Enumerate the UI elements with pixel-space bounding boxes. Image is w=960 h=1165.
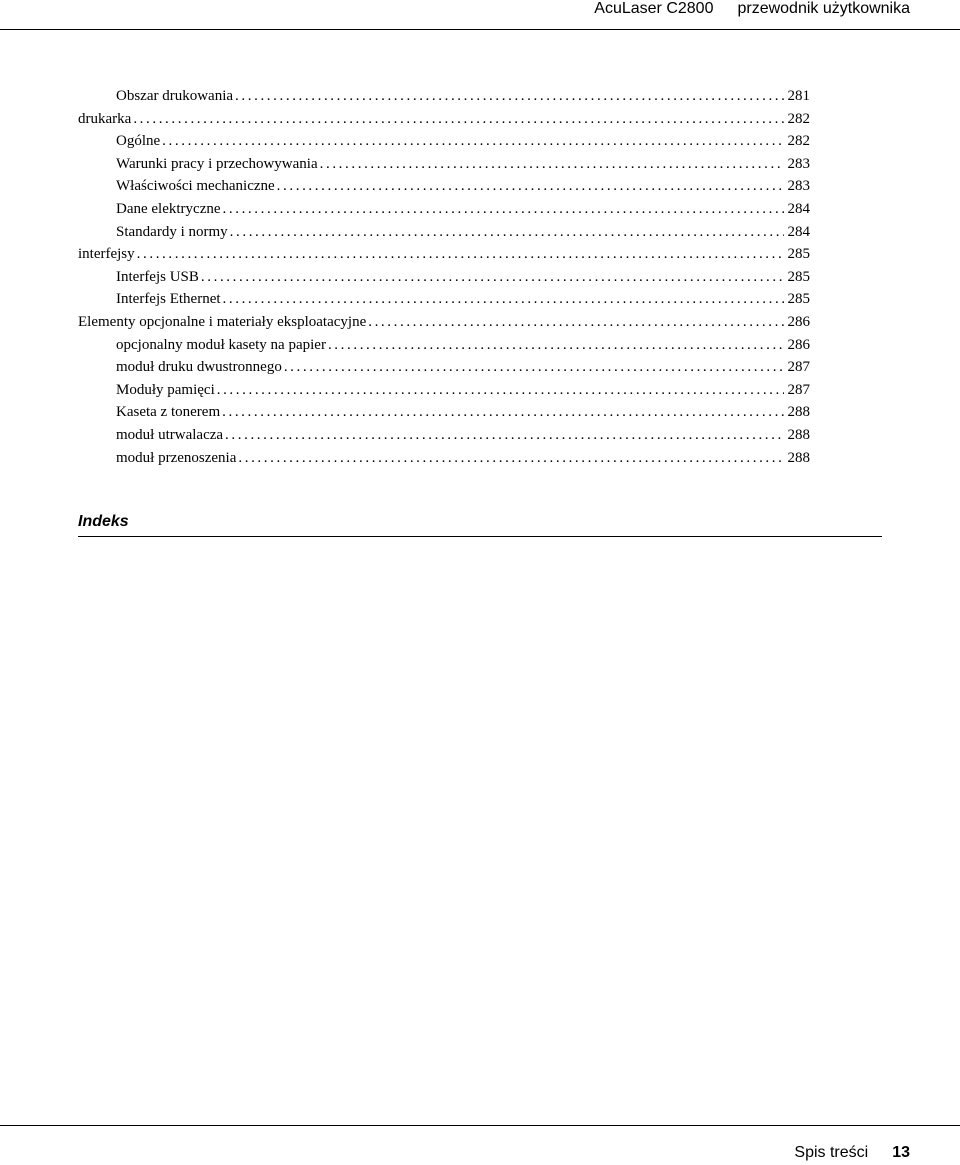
- toc-dot-leader: [225, 424, 783, 447]
- footer-page-number: 13: [892, 1144, 910, 1161]
- footer-section-name: Spis treści: [794, 1144, 869, 1161]
- toc-dot-leader: [320, 153, 784, 176]
- toc-entry-title: Elementy opcjonalne i materiały eksploatacyjne: [78, 313, 367, 330]
- toc-entry-page: 285: [787, 268, 810, 285]
- toc-entry[interactable]: [78, 221, 810, 244]
- header-product-name: AcuLaser C2800: [594, 0, 714, 17]
- toc-entry-page: 288: [787, 426, 810, 443]
- toc-dot-leader: [217, 379, 784, 402]
- toc-entry[interactable]: [78, 243, 810, 266]
- toc-dot-leader: [137, 243, 784, 266]
- toc-entry[interactable]: [78, 198, 810, 221]
- toc-entry[interactable]: [78, 108, 810, 131]
- toc-entry[interactable]: [78, 130, 810, 153]
- toc-entry-page: 286: [787, 336, 810, 353]
- toc-entry-page: 282: [787, 110, 810, 127]
- toc-dot-leader: [235, 85, 783, 108]
- toc-entry-title: interfejsy: [78, 246, 135, 263]
- toc-entry-page: 282: [787, 133, 810, 150]
- toc-entry[interactable]: [78, 311, 810, 334]
- table-of-contents: [78, 85, 810, 469]
- toc-entry[interactable]: [78, 447, 810, 470]
- toc-entry[interactable]: [78, 288, 810, 311]
- footer-rule: [0, 1125, 960, 1126]
- toc-entry-page: 281: [787, 88, 810, 104]
- toc-dot-leader: [133, 108, 783, 131]
- toc-entry-page: 283: [787, 178, 810, 195]
- toc-entry[interactable]: [78, 266, 810, 289]
- toc-entry-title: Interfejs USB: [116, 268, 199, 285]
- header-text: [594, 0, 910, 18]
- toc-entry-page: 288: [787, 404, 810, 421]
- toc-entry[interactable]: [78, 379, 810, 402]
- toc-entry[interactable]: [78, 175, 810, 198]
- toc-entry-title: moduł druku dwustronnego: [116, 359, 282, 376]
- toc-entry-title: Standardy i normy: [116, 223, 228, 240]
- toc-entry-title: Właściwości mechaniczne: [116, 178, 275, 195]
- toc-dot-leader: [201, 266, 784, 289]
- toc-entry-title: Dane elektryczne: [116, 200, 221, 217]
- toc-entry[interactable]: [78, 153, 810, 176]
- toc-entry[interactable]: [78, 424, 810, 447]
- toc-entry-page: 285: [787, 246, 810, 263]
- toc-entry-title: Moduły pamięci: [116, 381, 215, 398]
- toc-entry-title: Ogólne: [116, 133, 161, 150]
- toc-entry-page: 287: [787, 381, 810, 398]
- toc-entry[interactable]: [78, 85, 810, 108]
- toc-entry-page: 283: [787, 155, 810, 172]
- header-guide-title: przewodnik użytkownika: [737, 0, 910, 17]
- page-header: [0, 0, 960, 30]
- toc-dot-leader: [230, 221, 784, 244]
- toc-entry-title: moduł przenoszenia: [116, 449, 237, 466]
- header-rule: [0, 29, 960, 30]
- toc-dot-leader: [368, 311, 783, 334]
- toc-dot-leader: [277, 175, 784, 198]
- toc-dot-leader: [162, 130, 783, 153]
- toc-entry-title: Warunki pracy i przechowywania: [116, 155, 318, 172]
- toc-dot-leader: [238, 447, 783, 470]
- toc-entry[interactable]: [78, 356, 810, 379]
- page-footer: [794, 1143, 910, 1163]
- toc-entry-page: 284: [787, 223, 810, 240]
- toc-entry-page: 286: [787, 313, 810, 330]
- index-section-heading[interactable]: Indeks: [78, 513, 129, 530]
- toc-entry[interactable]: [78, 401, 810, 424]
- toc-entry-title: Kaseta z tonerem: [116, 404, 221, 421]
- toc-dot-leader: [328, 334, 784, 357]
- toc-dot-leader: [223, 288, 784, 311]
- toc-entry[interactable]: [78, 334, 810, 357]
- toc-entry-title: drukarka: [78, 110, 132, 127]
- toc-dot-leader: [222, 401, 783, 424]
- toc-dot-leader: [223, 198, 784, 221]
- toc-entry-page: 284: [787, 200, 810, 217]
- toc-entry-page: 288: [787, 449, 810, 466]
- toc-entry-page: 285: [787, 291, 810, 308]
- toc-entry-title: moduł utrwalacza: [116, 426, 224, 443]
- index-section-rule: [78, 536, 882, 537]
- toc-entry-title: Obszar drukowania: [116, 88, 234, 104]
- toc-entry-title: Interfejs Ethernet: [116, 291, 221, 308]
- toc-dot-leader: [284, 356, 784, 379]
- toc-entry-title: opcjonalny moduł kasety na papier: [116, 336, 326, 353]
- toc-entry-page: 287: [787, 359, 810, 376]
